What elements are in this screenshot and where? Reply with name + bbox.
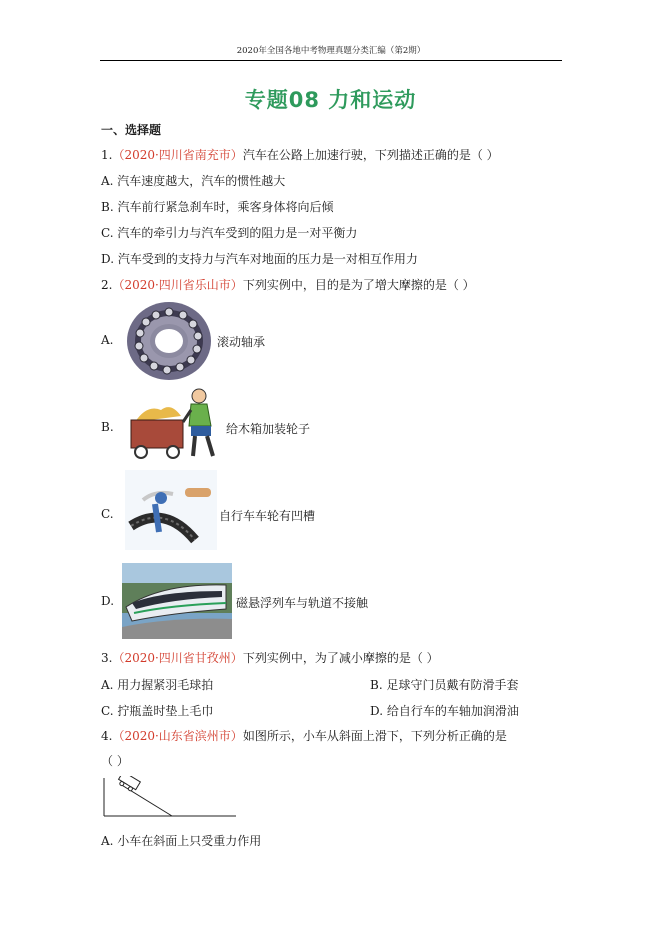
question-number: 4. — [101, 729, 113, 743]
question-2-stem — [101, 276, 475, 293]
question-number: 2. — [101, 278, 113, 292]
q2-option-b-letter: B. — [101, 420, 114, 434]
q3-option-b: B. 足球守门员戴有防滑手套 — [370, 678, 519, 692]
q3-option-d: D. 给自行车的车轴加润滑油 — [370, 704, 519, 718]
q3-option-a: A. 用力握紧羽毛球拍 — [101, 678, 214, 692]
q2-option-a-text: 滚动轴承 — [217, 335, 266, 349]
question-text: 下列实例中，为了减小摩擦的是（ ） — [242, 651, 439, 665]
q3-option-c: C. 拧瓶盖时垫上毛巾 — [101, 704, 214, 718]
header-rule — [100, 60, 562, 61]
q1-option-d: D. 汽车受到的支持力与汽车对地面的压力是一对相互作用力 — [101, 252, 418, 266]
question-4-paren: （ ） — [101, 754, 129, 768]
q2-option-d-text: 磁悬浮列车与轨道不接触 — [236, 596, 369, 610]
cart-push-image — [125, 386, 223, 462]
question-text: 下列实例中，目的是为了增大摩擦的是（ ） — [242, 278, 475, 292]
question-source: （2020·四川省南充市） — [112, 148, 243, 162]
question-source: （2020·四川省甘孜州） — [112, 651, 243, 665]
page-header: 2020年全国各地中考物理真题分类汇编（第2期） — [236, 46, 426, 56]
question-number: 3. — [101, 651, 113, 665]
q2-option-c-letter: C. — [101, 507, 114, 521]
bicycle-wheel-image — [125, 470, 217, 550]
q4-option-a: A. 小车在斜面上只受重力作用 — [101, 834, 262, 848]
question-text: 如图所示，小车从斜面上滑下，下列分析正确的是 — [242, 729, 507, 743]
q1-option-a: A. 汽车速度越大，汽车的惯性越大 — [101, 174, 286, 188]
q1-option-c: C. 汽车的牵引力与汽车受到的阻力是一对平衡力 — [101, 226, 358, 240]
ball-bearing-image — [125, 300, 213, 382]
question-number: 1. — [101, 148, 113, 162]
question-1-stem — [101, 146, 499, 163]
question-text: 汽车在公路上加速行驶，下列描述正确的是（ ） — [242, 148, 499, 162]
question-source: （2020·山东省滨州市） — [112, 729, 243, 743]
section-heading: 一、选择题 — [101, 123, 162, 137]
question-source: （2020·四川省乐山市） — [112, 278, 243, 292]
q1-option-b: B. 汽车前行紧急刹车时，乘客身体将向后倾 — [101, 200, 334, 214]
q2-option-d-letter: D. — [101, 594, 115, 608]
question-4-stem — [101, 727, 507, 744]
q2-option-b-text: 给木箱加装轮子 — [226, 422, 311, 436]
page-title: 专题08 力和运动 — [244, 88, 417, 112]
incline-cart-figure — [102, 776, 238, 822]
q2-option-c-text: 自行车车轮有凹槽 — [219, 509, 316, 523]
question-3-stem — [101, 649, 439, 666]
maglev-train-image — [122, 563, 232, 639]
q2-option-a-letter: A. — [101, 333, 114, 347]
